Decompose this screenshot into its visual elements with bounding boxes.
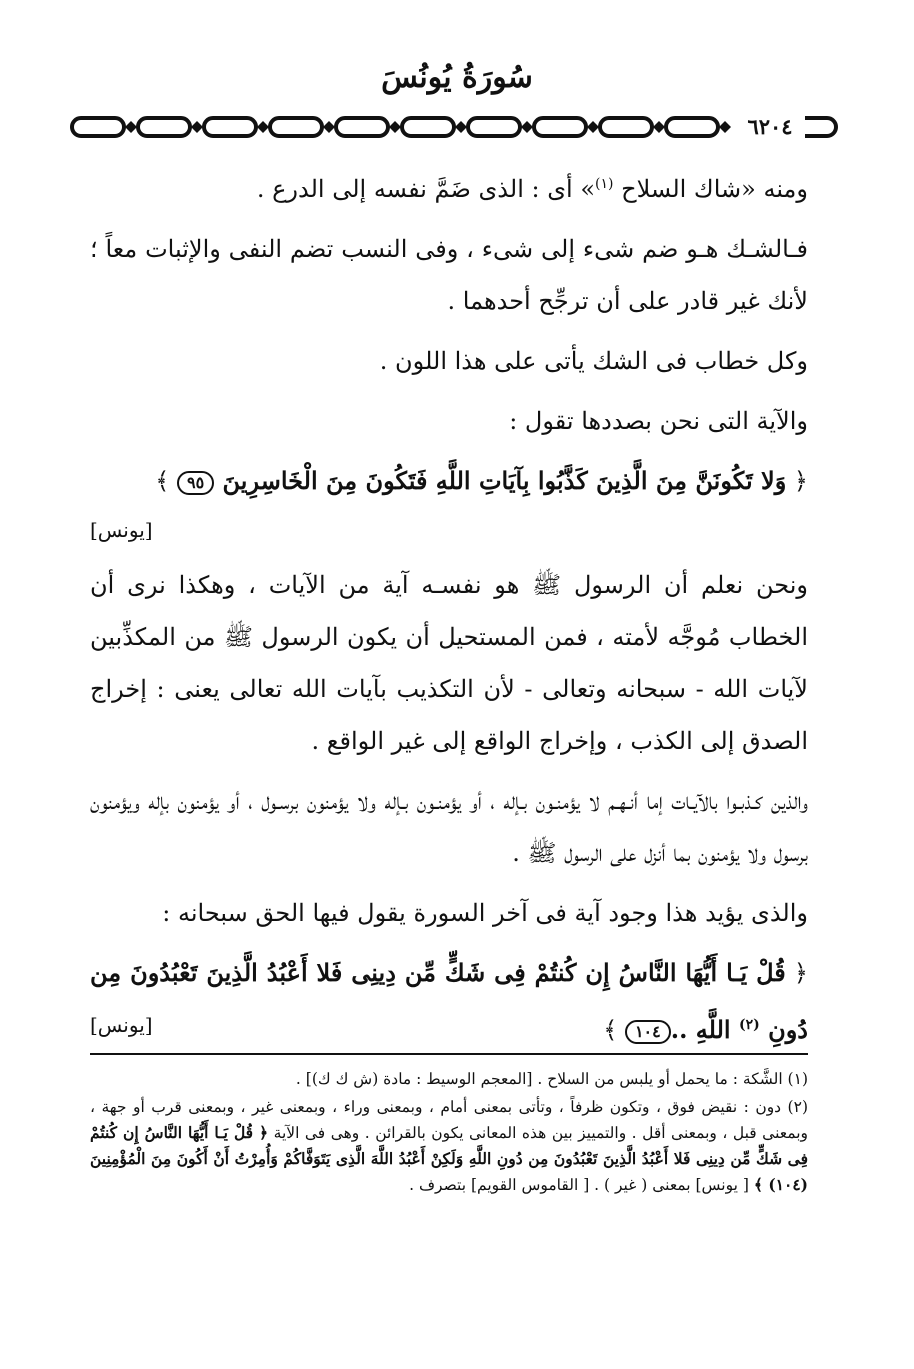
quran-verse-2: ﴿ قُلْ يَـا أَيُّهَا النَّاسُ إِن كُنتُمْ فِى شَكٍّ مِّن دِينِى فَلا أَعْبُدُ الَّذِينَ تَعْبُدُونَ مِن دُونِ $^{(٢)}$ اللَّهِ ..١٠٤ ﴾ [يونس] <box>90 947 808 1056</box>
verse-source-label: [يونس] <box>90 1013 153 1037</box>
paragraph-6: والذين كـذبـوا بالآيـات إما أنـهـم لا يؤمنـون بـإله ، أو يؤمنـون بـإله ولا يؤمنون برسـول ، أو يؤمنون بإله ويؤمنون برسول ولا يؤمنون بما أنزل على الرسول ﷺ . <box>90 787 808 867</box>
paragraph-5: ونحن نعلم أن الرسول ﷺ هو نفسـه آية من الآيات ، وهكذا نرى أن الخطاب مُوجَّه لأمته ، فمن المستحيل أن يكون الرسول ﷺ من المكذِّبين لآيات الله - سبحانه وتعالى - لأن التكذيب بآيات الله تعالى يعنى : إخراج الصدق إلى الكذب ، وإخراج الواقع إلى غير الواقع . <box>90 571 809 755</box>
footnote-ref-2: (٢) <box>738 1017 760 1033</box>
surah-title: سُورَةُ يُونُسَ <box>381 60 533 95</box>
footnote-ref-1: (١) <box>595 176 614 192</box>
quran-verse-1: ﴿ وَلا تَكُونَنَّ مِنَ الَّذِينَ كَذَّبُوا بِآيَاتِ اللَّهِ فَتَكُونَ مِنَ الْخَاسِرِينَ ٩٥ ﴾ <box>155 466 808 495</box>
main-text <box>90 158 808 1064</box>
verse-source-label: [يونس] <box>90 518 153 542</box>
page-number: ٦٢٠٤ <box>735 112 805 142</box>
footnote-divider <box>90 1053 808 1055</box>
paragraph-4: والآية التى نحن بصددها تقول : <box>509 407 808 435</box>
ayah-number-badge: ١٠٤ <box>625 1020 671 1044</box>
paragraph-3: وكل خطاب فى الشك يأتى على هذا اللون . <box>379 347 808 375</box>
paragraph-7: والذى يؤيد هذا وجود آية فى آخر السورة يقول فيها الحق سبحانه : <box>162 899 808 927</box>
footnote-verse: ﴿ قُلْ يَـا أَيُّهَا النَّاسُ إِن كُنتُمْ فِى شَكٍّ مِّن دِينِى فَلا أَعْبُدُ الَّذِينَ تَعْبُدُونَ مِن دُونِ اللَّهِ وَلَكِنْ أَعْبُدُ اللَّهَ الَّذِى يَتَوَفَّاكُمْ وَأُمِرْتُ أَنْ أَكُونَ مِنَ الْمُؤْمِنِينَ (١٠٤) ﴾ <box>90 1123 808 1194</box>
footnotes <box>90 1066 808 1200</box>
footnote-2: (٢) دون : نقيض فوق ، وتكون ظرفاً ، وتأتى بمعنى أمام ، وبمعنى وراء ، وبمعنى غير ، وبمعنى قرب أو جهة ، وبمعنى قبل ، وبمعنى أقل . والتمييز بين هذه المعانى يكون بالقرائن . وهى فى الآية ﴿ قُلْ يَـا أَيُّهَا النَّاسُ إِن كُنتُمْ فِى شَكٍّ مِّن دِينِى فَلا أَعْبُدُ الَّذِينَ تَعْبُدُونَ مِن دُونِ اللَّهِ وَلَكِنْ أَعْبُدُ اللَّهَ الَّذِى يَتَوَفَّاكُمْ وَأُمِرْتُ أَنْ أَكُونَ مِنَ الْمُؤْمِنِينَ (١٠٤) ﴾ [ يونس] بمعنى ( غير ) . [ القاموس القويم] بتصرف . <box>90 1098 808 1194</box>
paragraph-1: ومنه «شاك السلاح $^{(١)}$» أى : الذى ضَمَّ نفسه إلى الدرع . <box>256 175 808 203</box>
ornamental-header-bar <box>70 112 840 142</box>
paragraph-2: فـالشـك هـو ضم شىء إلى شىء ، وفى النسب تضم النفى والإثبات معاً ؛ لأنك غير قادر على أن ترجِّح أحدهما . <box>90 235 808 315</box>
chain-ornament-icon <box>70 112 840 142</box>
footnote-1: (١) الشَّكة : ما يحمل أو يلبس من السلاح . [المعجم الوسيط : مادة (ش ك ك)] . <box>295 1070 808 1088</box>
ayah-number-badge: ٩٥ <box>177 471 214 495</box>
